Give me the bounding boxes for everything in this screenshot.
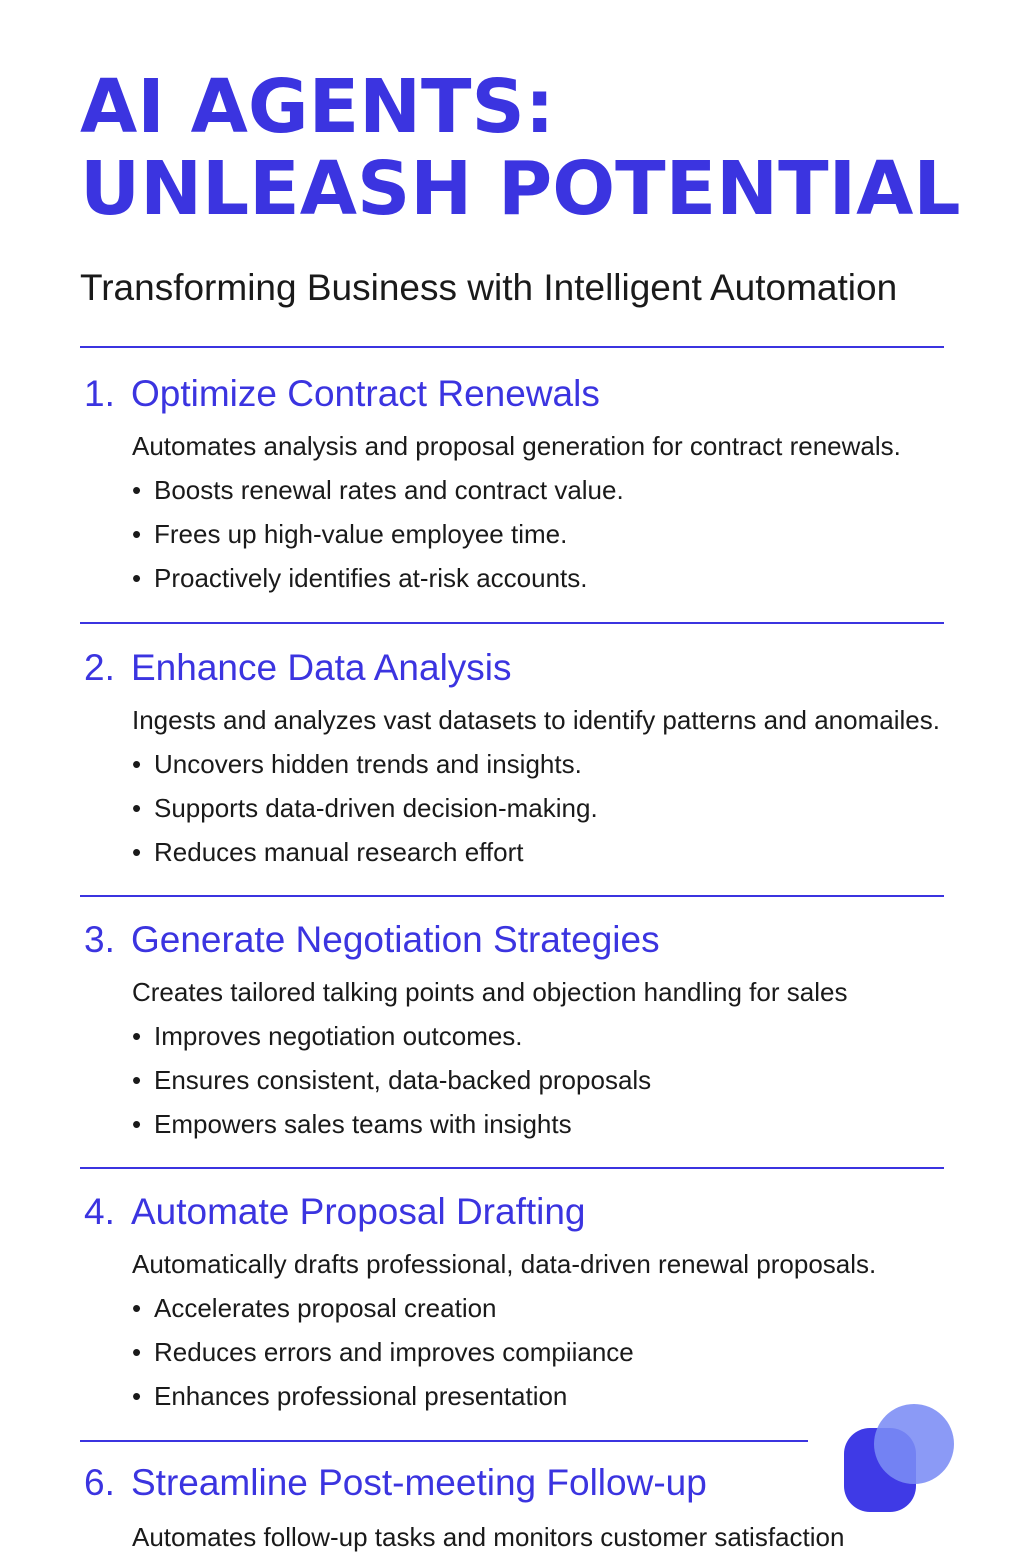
section-description: Ingests and analyzes vast datasets to identify patterns and anomailes. <box>132 705 940 735</box>
page-subtitle: Transforming Business with Intelligent Automation <box>80 267 898 308</box>
list-item-text: Empowers sales teams with insights <box>154 1109 572 1139</box>
section-number: 6. <box>84 1462 115 1503</box>
list-item <box>132 1064 651 1096</box>
bullet-icon: • <box>132 519 142 549</box>
section-divider <box>80 1440 808 1442</box>
section-description: Automatically drafts professional, data-driven renewal proposals. <box>132 1249 877 1279</box>
list-item-text: Ensures consistent, data-backed proposals <box>154 1065 652 1095</box>
bullet-icon: • <box>132 1337 142 1367</box>
bullet-icon: • <box>132 837 142 867</box>
list-item <box>132 1020 523 1052</box>
list-item <box>132 562 588 594</box>
title-line-2: UNLEASH POTENTIAL <box>80 146 961 232</box>
list-item-text: Improves negotiation outcomes. <box>154 1021 523 1051</box>
section-heading <box>84 1459 707 1507</box>
section-title: Generate Negotiation Strategies <box>131 919 660 960</box>
bullet-icon: • <box>132 1293 142 1323</box>
list-item <box>132 1108 572 1140</box>
bullet-icon: • <box>132 1021 142 1051</box>
title-line-1: AI AGENTS: <box>80 64 555 150</box>
section-number: 1. <box>84 373 115 414</box>
list-item <box>132 836 524 868</box>
list-item <box>132 474 624 506</box>
section-divider <box>80 1167 944 1169</box>
section-description: Creates tailored talking points and objection handling for sales <box>132 977 848 1007</box>
list-item-text: Proactively identifies at-risk accounts. <box>154 563 588 593</box>
section-heading <box>84 370 600 418</box>
bullet-icon: • <box>132 1065 142 1095</box>
list-item <box>132 1380 567 1412</box>
bullet-icon: • <box>132 793 142 823</box>
section-description: Automates follow-up tasks and monitors customer satisfaction <box>132 1522 845 1552</box>
list-item <box>132 792 598 824</box>
bullet-icon: • <box>132 475 142 505</box>
bullet-icon: • <box>132 1109 142 1139</box>
section-divider <box>80 622 944 624</box>
list-item <box>132 518 567 550</box>
section-number: 3. <box>84 919 115 960</box>
list-item <box>132 1292 497 1324</box>
section-title: Automate Proposal Drafting <box>131 1191 586 1232</box>
section-divider <box>80 346 944 348</box>
section-title: Streamline Post-meeting Follow-up <box>131 1462 707 1503</box>
section-heading <box>84 644 512 692</box>
section-description: Automates analysis and proposal generation for contract renewals. <box>132 431 901 461</box>
list-item-text: Accelerates proposal creation <box>154 1293 497 1323</box>
page-title <box>80 66 961 230</box>
logo-circle <box>874 1404 954 1484</box>
list-item <box>132 748 582 780</box>
list-item <box>132 1336 634 1368</box>
section-title: Enhance Data Analysis <box>131 647 512 688</box>
bullet-icon: • <box>132 749 142 779</box>
list-item-text: Uncovers hidden trends and insights. <box>154 749 582 779</box>
section-heading <box>84 916 660 964</box>
list-item-text: Frees up high-value employee time. <box>154 519 568 549</box>
section-number: 4. <box>84 1191 115 1232</box>
list-item-text: Supports data-driven decision-making. <box>154 793 598 823</box>
section-divider <box>80 895 944 897</box>
section-heading <box>84 1188 586 1236</box>
bullet-icon: • <box>132 1381 142 1411</box>
bullet-icon: • <box>132 563 142 593</box>
list-item-text: Reduces errors and improves compiiance <box>154 1337 634 1367</box>
overlapping-shapes-logo-icon <box>842 1402 956 1514</box>
section-title: Optimize Contract Renewals <box>131 373 600 414</box>
list-item-text: Boosts renewal rates and contract value. <box>154 475 624 505</box>
section-number: 2. <box>84 647 115 688</box>
list-item-text: Reduces manual research effort <box>154 837 524 867</box>
list-item-text: Enhances professional presentation <box>154 1381 568 1411</box>
